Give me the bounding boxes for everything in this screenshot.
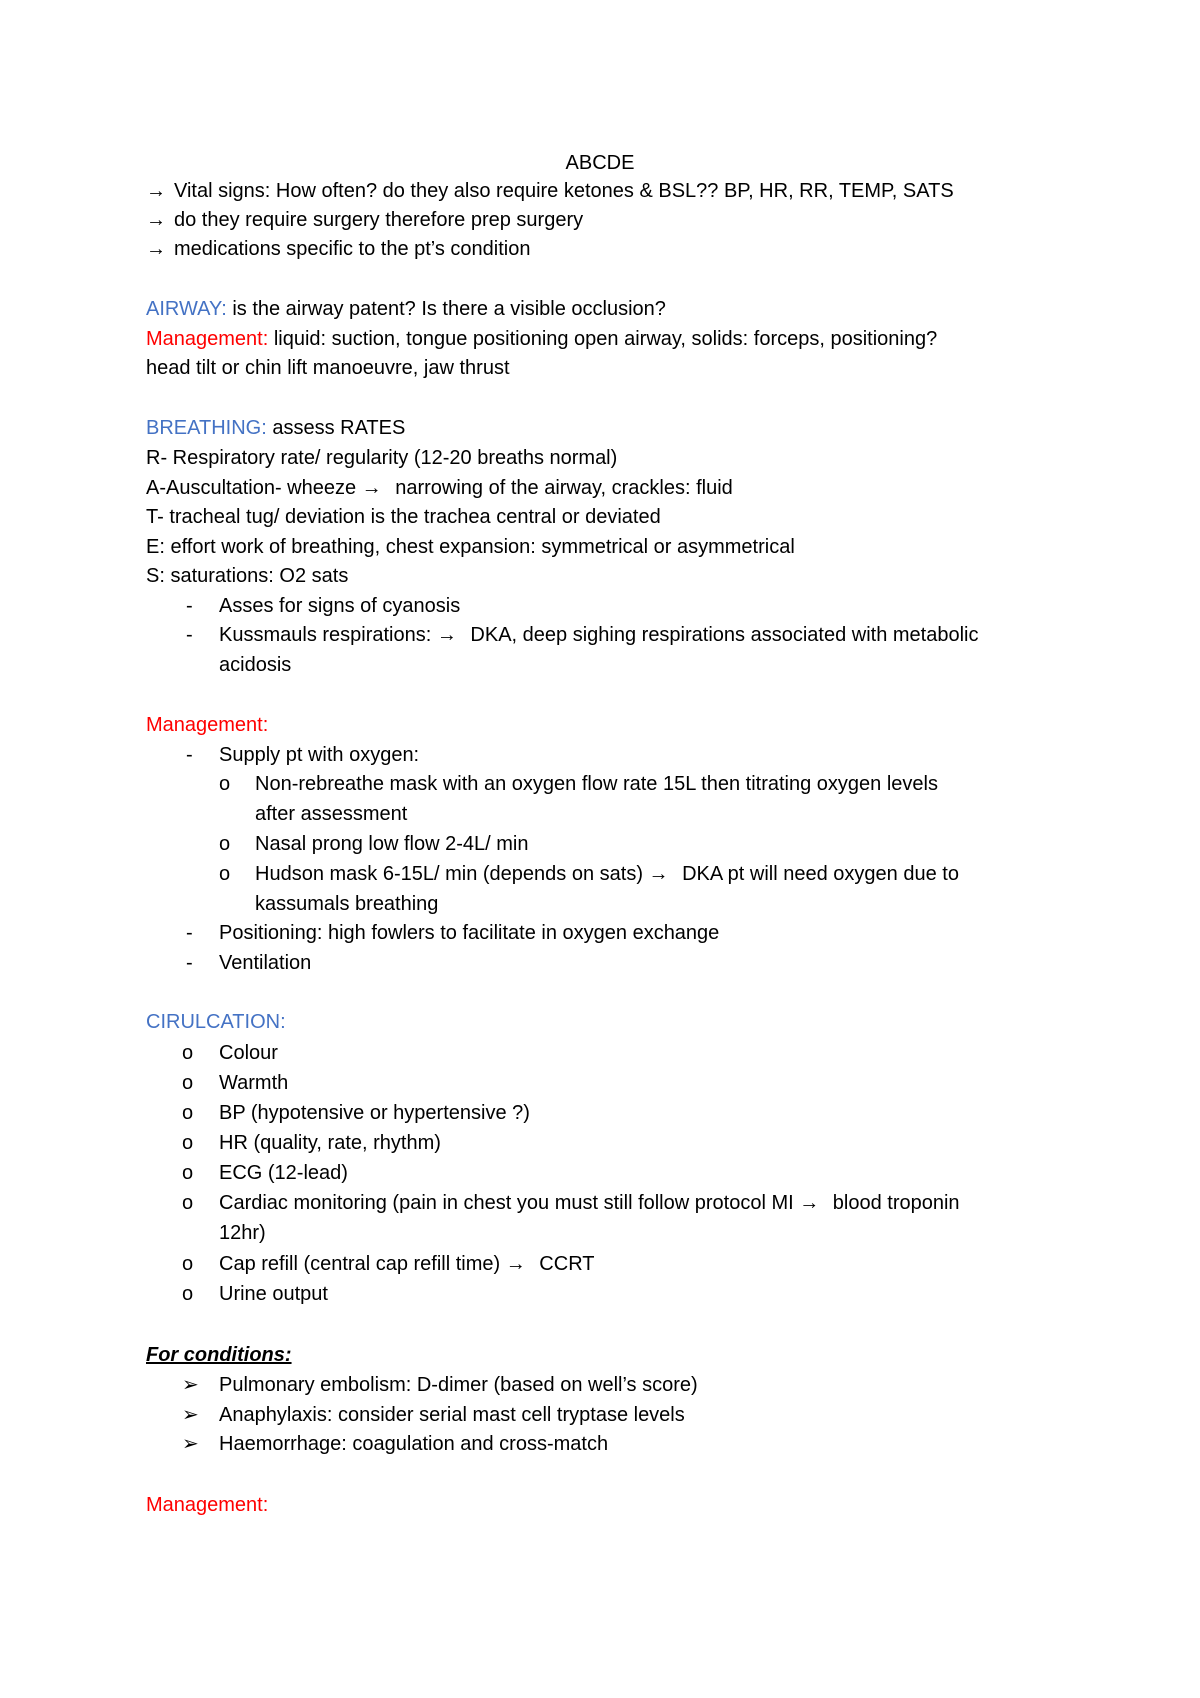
circle-bullet: o (182, 1253, 194, 1275)
airway-management-label: Management: (146, 328, 269, 350)
arrow-icon: → (799, 1192, 820, 1214)
arrow-icon: → (146, 209, 166, 231)
circle-bullet: o (219, 773, 231, 795)
breathing-label: BREATHING: (146, 417, 267, 439)
circulation-item: HR (quality, rate, rhythm) (219, 1132, 441, 1154)
circulation-cap-refill: Cap refill (central cap refill time) → CCRT (219, 1253, 595, 1275)
breathing-r: R- Respiratory rate/ regularity (12-20 breaths normal) (146, 447, 618, 469)
arrow-icon: → (648, 863, 669, 885)
circulation-urine: Urine output (219, 1283, 328, 1305)
mgmt-o1-cont: after assessment (255, 803, 408, 825)
airway-management-cont: head tilt or chin lift manoeuvre, jaw thrust (146, 357, 510, 379)
condition-item: Haemorrhage: coagulation and cross-match (219, 1433, 609, 1455)
mgmt-supply: Supply pt with oxygen: (219, 744, 420, 766)
circulation-label: CIRULCATION: (146, 1011, 286, 1033)
arrow-icon: → (361, 477, 382, 499)
circulation-item: Colour (219, 1042, 278, 1064)
circle-bullet: o (219, 863, 231, 885)
dash-bullet: - (186, 952, 193, 974)
condition-item: Pulmonary embolism: D-dimer (based on well’s score) (219, 1374, 698, 1396)
circulation-item: Warmth (219, 1072, 289, 1094)
circulation-cardiac-cont: 12hr) (219, 1222, 266, 1244)
arrow-icon: → (436, 624, 457, 646)
breathing-management-label: Management: (146, 714, 269, 736)
breathing-heading: BREATHING: assess RATES (146, 417, 406, 439)
mgmt-positioning: Positioning: high fowlers to facilitate in oxygen exchange (219, 922, 720, 944)
breathing-a: A-Auscultation- wheeze → narrowing of the airway, crackles: fluid (146, 477, 733, 499)
chevron-bullet-icon: ➢ (182, 1404, 199, 1426)
circle-bullet: o (182, 1132, 194, 1154)
page-title: ABCDE (565, 152, 635, 174)
breathing-s: S: saturations: O2 sats (146, 565, 349, 587)
chevron-bullet-icon: ➢ (182, 1374, 199, 1396)
arrow-icon: → (146, 238, 166, 260)
circulation-item: BP (hypotensive or hypertensive ?) (219, 1102, 530, 1124)
mgmt-o1: Non-rebreathe mask with an oxygen flow rate 15L then titrating oxygen levels (255, 773, 938, 795)
intro-line-1: → Vital signs: How often? do they also require ketones & BSL?? BP, HR, RR, TEMP, SATS (146, 180, 954, 202)
breathing-bullet-1: Asses for signs of cyanosis (219, 595, 461, 617)
final-management-label: Management: (146, 1494, 269, 1516)
circle-bullet: o (219, 833, 231, 855)
intro-line-3: → medications specific to the pt’s condition (146, 238, 531, 260)
condition-item: Anaphylaxis: consider serial mast cell tryptase levels (219, 1404, 685, 1426)
circulation-cardiac: Cardiac monitoring (pain in chest you must still follow protocol MI → blood troponin (219, 1192, 960, 1214)
circle-bullet: o (182, 1283, 194, 1305)
chevron-bullet-icon: ➢ (182, 1433, 199, 1455)
mgmt-o2: Nasal prong low flow 2-4L/ min (255, 833, 529, 855)
circle-bullet: o (182, 1072, 194, 1094)
breathing-bullet-2: Kussmauls respirations: → DKA, deep sighing respirations associated with metabolic (219, 624, 979, 646)
circulation-item: ECG (12-lead) (219, 1162, 348, 1184)
airway-label: AIRWAY: (146, 298, 227, 320)
conditions-label: For conditions: (146, 1344, 292, 1366)
mgmt-ventilation: Ventilation (219, 952, 312, 974)
breathing-bullet-2-cont: acidosis (219, 654, 292, 676)
intro-line-2: → do they require surgery therefore prep surgery (146, 209, 584, 231)
circle-bullet: o (182, 1042, 194, 1064)
arrow-icon: → (505, 1253, 526, 1275)
breathing-t: T- tracheal tug/ deviation is the trachea central or deviated (146, 506, 661, 528)
arrow-icon: → (146, 180, 166, 202)
circle-bullet: o (182, 1102, 194, 1124)
airway-heading: AIRWAY: is the airway patent? Is there a visible occlusion? (146, 298, 666, 320)
dash-bullet: - (186, 595, 193, 617)
mgmt-o3: Hudson mask 6-15L/ min (depends on sats) → DKA pt will need oxygen due to (255, 863, 959, 885)
dash-bullet: - (186, 624, 193, 646)
circle-bullet: o (182, 1162, 194, 1184)
breathing-e: E: effort work of breathing, chest expansion: symmetrical or asymmetrical (146, 536, 795, 558)
dash-bullet: - (186, 744, 193, 766)
dash-bullet: - (186, 922, 193, 944)
circle-bullet: o (182, 1192, 194, 1214)
mgmt-o3-cont: kassumals breathing (255, 893, 439, 915)
airway-management: Management: liquid: suction, tongue positioning open airway, solids: forceps, positioning? (146, 328, 938, 350)
